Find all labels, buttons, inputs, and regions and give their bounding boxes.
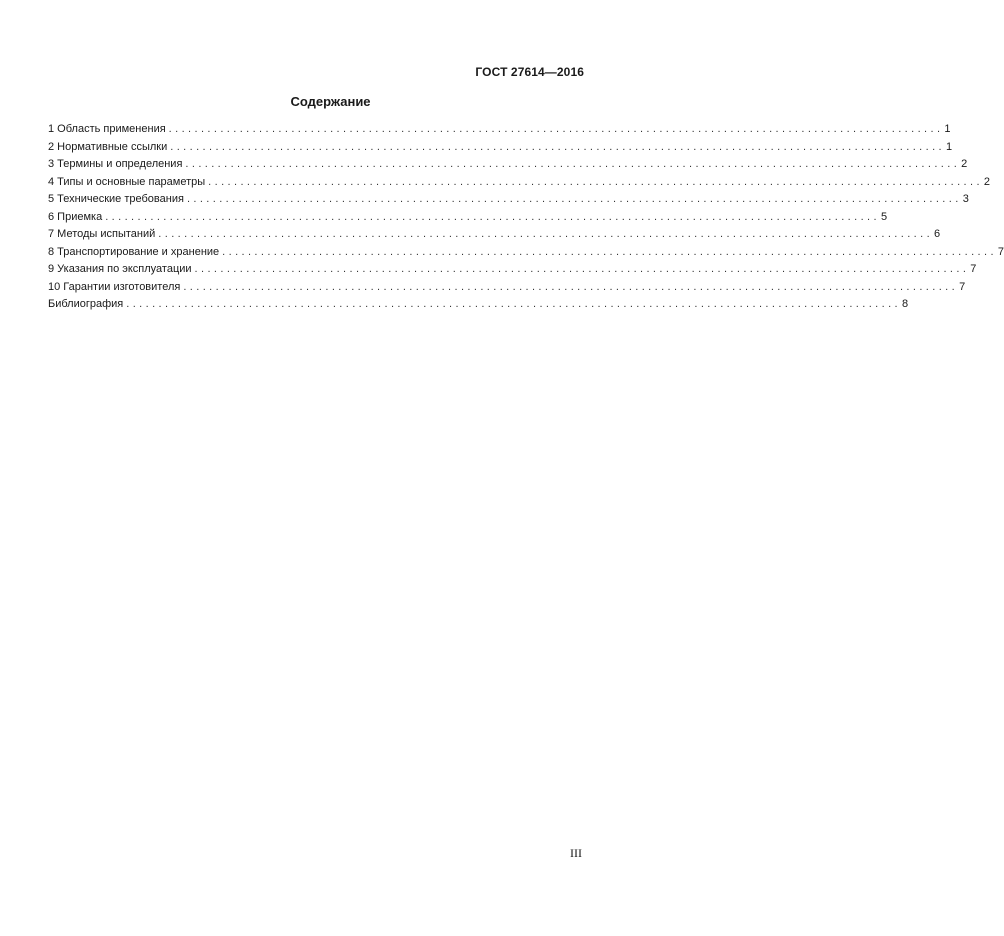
toc-entry[interactable] (48, 121, 951, 139)
toc-dot-leader: ........................................................................................................................ (105, 210, 880, 223)
toc-entry-label: 9 Указания по эксплуатации (48, 263, 192, 275)
toc-entry[interactable] (48, 226, 941, 244)
toc-entry-label: 2 Нормативные ссылки (48, 140, 168, 153)
document-code: ГОСТ 27614—2016 (475, 65, 584, 79)
toc-entry-label: 1 Область применения (48, 123, 166, 135)
toc-entry-page: 8 (902, 298, 909, 310)
toc-entry-label: 8 Транспортирование и хранение (48, 245, 220, 258)
toc-entry-page: 1 (944, 123, 951, 135)
toc-entry-page: 2 (983, 175, 991, 188)
toc-entry-label: 4 Типы и основные параметры (48, 175, 206, 188)
toc-dot-leader: ........................................................................................................................ (168, 123, 944, 135)
toc-entry-page: 5 (880, 210, 888, 223)
toc-dot-leader: ........................................................................................................................ (170, 140, 946, 153)
toc-entry[interactable] (48, 139, 953, 157)
toc-entry-page: 7 (959, 280, 966, 293)
toc-entry-label: Библиография (48, 298, 124, 310)
toc-dot-leader: ........................................................................................................................ (222, 245, 997, 258)
toc-entry[interactable] (48, 209, 888, 227)
toc-entry[interactable] (48, 261, 977, 279)
toc-entry-page: 7 (970, 263, 977, 275)
toc-entry-label: 6 Приемка (48, 210, 103, 223)
toc-dot-leader: ........................................................................................................................ (183, 280, 959, 293)
toc-entry-label: 5 Технические требования (48, 193, 184, 205)
toc-entry-page: 7 (997, 245, 1004, 258)
toc-entry[interactable] (48, 156, 968, 174)
toc-entry-label: 7 Методы испытаний (48, 228, 156, 240)
toc-dot-leader: ........................................................................................................................ (186, 193, 962, 205)
table-of-contents (48, 121, 1004, 314)
toc-entry-page: 3 (962, 193, 969, 205)
toc-entry[interactable] (48, 279, 966, 297)
toc-entry[interactable] (48, 296, 909, 314)
page-number: III (570, 846, 582, 860)
toc-entry[interactable] (48, 191, 969, 209)
toc-entry-page: 2 (961, 158, 968, 170)
toc-entry[interactable] (48, 174, 991, 192)
toc-entry-page: 6 (934, 228, 941, 240)
toc-dot-leader: ........................................................................................................................ (185, 158, 961, 170)
toc-entry-page: 1 (946, 140, 953, 153)
toc-entry-label: 10 Гарантии изготовителя (48, 280, 181, 293)
toc-entry-label: 3 Термины и определения (48, 158, 183, 170)
toc-title: Содержание (290, 94, 371, 109)
toc-dot-leader: ........................................................................................................................ (194, 263, 970, 275)
toc-dot-leader: ........................................................................................................................ (158, 228, 934, 240)
toc-entry[interactable] (48, 244, 1004, 262)
toc-dot-leader: ........................................................................................................................ (126, 298, 901, 310)
toc-dot-leader: ........................................................................................................................ (208, 175, 983, 188)
